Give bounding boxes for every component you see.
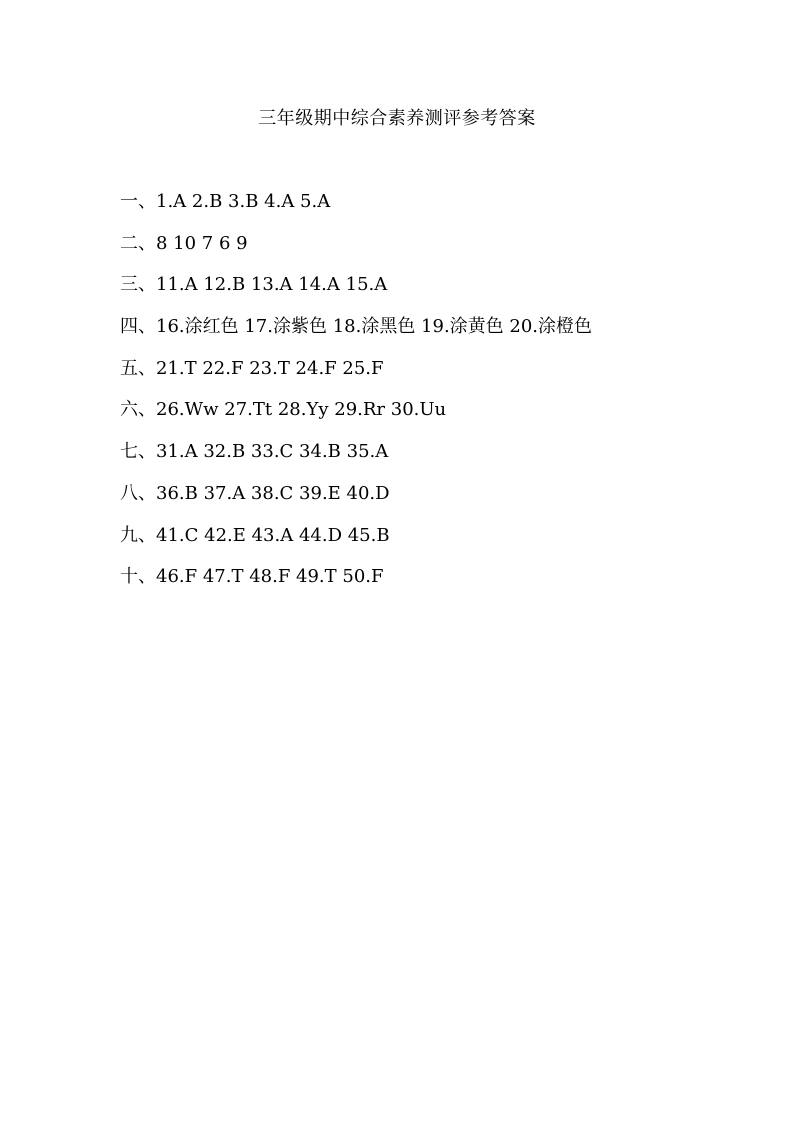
answer-row-8: 八、36.B 37.A 38.C 39.E 40.D bbox=[120, 482, 390, 504]
answer-row-7: 七、31.A 32.B 33.C 34.B 35.A bbox=[120, 441, 389, 463]
answer-row-1: 一、1.A 2.B 3.B 4.A 5.A bbox=[120, 191, 331, 212]
answer-row-3: 三、11.A 12.B 13.A 14.A 15.A bbox=[120, 274, 388, 296]
answer-row-2: 二、8 10 7 6 9 bbox=[120, 232, 248, 254]
answer-row-4: 四、16.涂红色 17.涂紫色 18.涂黑色 19.涂黄色 20.涂橙色 bbox=[120, 316, 593, 338]
answer-row-5: 五、21.T 22.F 23.T 24.F 25.F bbox=[120, 357, 384, 379]
answer-row-10: 十、46.F 47.T 48.F 49.T 50.F bbox=[120, 566, 384, 588]
answer-row-9: 九、41.C 42.E 43.A 44.D 45.B bbox=[120, 524, 390, 546]
answer-row-6: 六、26.Ww 27.Tt 28.Yy 29.Rr 30.Uu bbox=[120, 399, 447, 421]
document-title: 三年级期中综合素养测评参考答案 bbox=[258, 108, 536, 129]
answer-list bbox=[120, 188, 740, 605]
